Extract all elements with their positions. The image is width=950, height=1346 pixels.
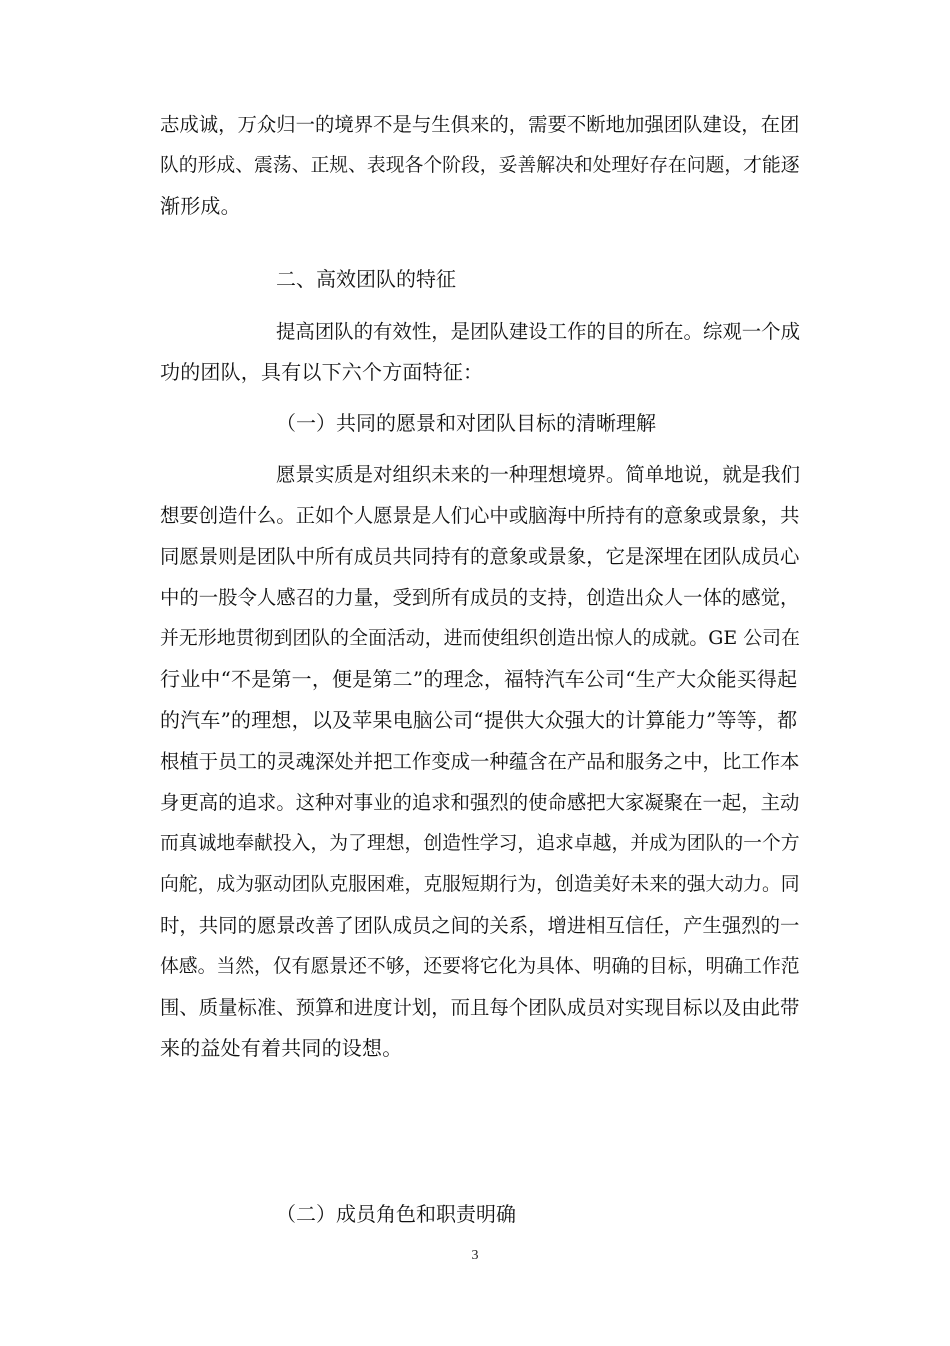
subheading-vision: （一）共同的愿景和对团队目标的清晰理解 [276,411,656,435]
page-number: 3 [471,1248,479,1263]
section-heading: 二、高效团队的特征 [276,267,456,291]
paragraph-intro [160,311,800,393]
text-line: 身更高的追求。这种对事业的追求和强烈的使命感把大家凝聚在一起，主动 [160,791,800,814]
text-line: 根植于员工的灵魂深处并把工作变成一种蕴含在产品和服务之中，比工作本 [160,750,800,773]
text-line: 并无形地贯彻到团队的全面活动，进而使组织创造出惊人的成就。GE 公司在 [160,627,800,649]
text-line: 行业中“不是第一，便是第二”的理念，福特汽车公司“生产大众能买得起 [160,667,798,691]
text-line: 愿景实质是对组织未来的一种理想境界。简单地说，就是我们 [276,463,800,486]
text-line: 而真诚地奉献投入，为了理想，创造性学习，追求卓越，并成为团队的一个方 [160,833,800,854]
text-line: 渐形成。 [160,194,241,218]
text-line: 同愿景则是团队中所有成员共同持有的意象或景象，它是深埋在团队成员心 [160,545,800,568]
text-line: 时，共同的愿景改善了团队成员之间的关系，增进相互信任，产生强烈的一 [160,914,800,937]
text-line: 来的益处有着共同的设想。 [160,1036,403,1060]
subheading-roles: （二）成员角色和职责明确 [276,1202,516,1226]
text-line: 向舵，成为驱动团队克服困难，克服短期行为，创造美好未来的强大动力。同 [160,874,800,895]
paragraph-vision [160,454,800,1069]
paragraph-continuation [160,104,800,227]
text-line: 想要创造什么。正如个人愿景是人们心中或脑海中所持有的意象或景象，共 [160,504,800,527]
text-line: 提高团队的有效性，是团队建设工作的目的所在。综观一个成 [276,320,800,343]
text-line: 围、质量标准、预算和进度计划，而且每个团队成员对实现目标以及由此带 [160,996,800,1019]
text-line: 中的一股令人感召的力量，受到所有成员的支持，创造出众人一体的感觉， [160,586,800,609]
text-line: 体感。当然，仅有愿景还不够，还要将它化为具体、明确的目标，明确工作范 [160,956,800,977]
text-line: 的汽车”的理想，以及苹果电脑公司“提供大众强大的计算能力”等等，都 [160,708,798,732]
text-line: 队的形成、震荡、正规、表现各个阶段，妥善解决和处理好存在问题，才能逐 [160,155,800,176]
text-line: 志成诚，万众归一的境界不是与生俱来的，需要不断地加强团队建设，在团 [160,113,800,136]
text-line: 功的团队，具有以下六个方面特征： [160,360,484,384]
